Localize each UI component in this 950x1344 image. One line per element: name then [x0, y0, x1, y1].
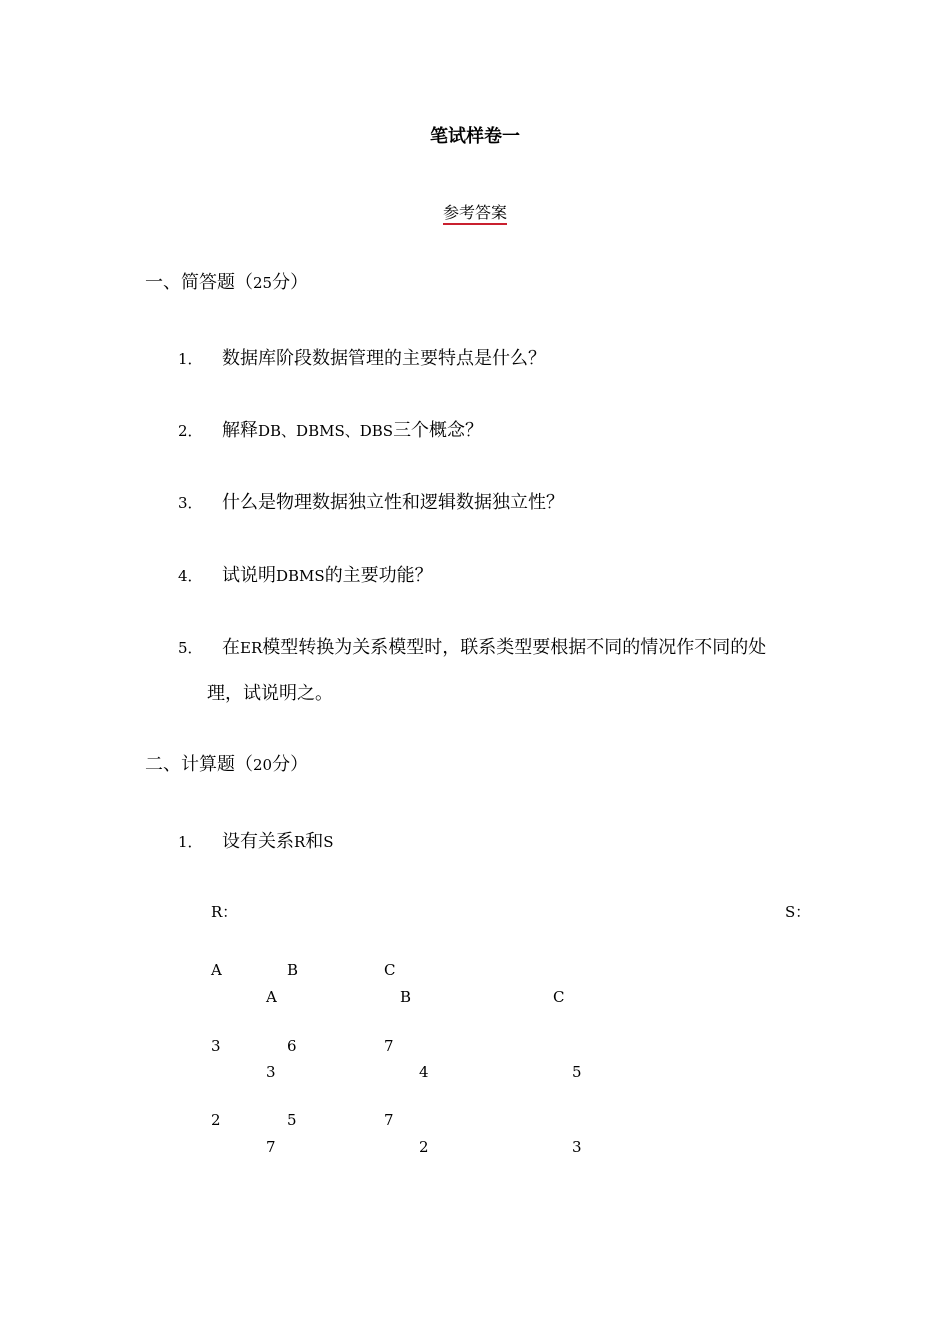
question-number: 1．	[178, 833, 203, 851]
question-term: ER	[240, 639, 263, 657]
r-row-2-a: 2	[211, 1111, 221, 1129]
s-row-1-a: 3	[266, 1063, 276, 1081]
s-header-b: B	[400, 988, 412, 1006]
page-subtitle	[0, 200, 950, 223]
question-1-5	[178, 633, 766, 659]
r-row-1-b: 6	[287, 1037, 297, 1055]
question-text: 的主要功能？	[324, 565, 433, 586]
question-text: 数据库阶段数据管理的主要特点是什么？	[222, 348, 546, 369]
page-title: 笔试样卷一	[430, 126, 520, 147]
question-text: 三个概念？	[393, 420, 484, 441]
question-number: 5．	[178, 639, 203, 657]
question-term: DBMS	[276, 567, 325, 585]
question-text: 解释	[222, 420, 258, 441]
question-text: 模型转换为关系模型时，联系类型要根据不同的情况作不同的处	[262, 637, 767, 658]
question-number: 1．	[178, 350, 203, 368]
section-2-prefix: 二、计算题（	[145, 754, 253, 775]
question-text: 在	[222, 637, 240, 658]
question-term: DB、DBMS、DBS	[258, 422, 394, 440]
question-text: 和	[305, 831, 324, 852]
question-1-4	[178, 561, 433, 587]
question-number: 3．	[178, 494, 203, 512]
section-2-heading	[145, 750, 308, 776]
r-row-1-c: 7	[384, 1037, 394, 1055]
r-row-2-c: 7	[384, 1111, 394, 1129]
s-row-1-c: 5	[572, 1063, 582, 1081]
question-number: 2．	[178, 422, 203, 440]
relation-name-r: R	[294, 833, 306, 851]
question-1-1	[178, 344, 546, 370]
r-header-c: C	[384, 961, 396, 979]
s-row-1-b: 4	[419, 1063, 429, 1081]
s-row-2-c: 3	[572, 1138, 582, 1156]
relation-name-s: S	[323, 833, 334, 851]
question-1-3	[178, 488, 564, 514]
question-2-1	[178, 827, 334, 853]
s-header-c: C	[553, 988, 565, 1006]
section-1-prefix: 一、简答题（	[145, 272, 253, 293]
section-1-suffix: 分）	[272, 272, 309, 293]
r-row-1-a: 3	[211, 1037, 221, 1055]
r-row-2-b: 5	[287, 1111, 297, 1129]
relation-s-label: S：	[785, 903, 811, 921]
s-row-2-b: 2	[419, 1138, 429, 1156]
subtitle-text: 参考答案	[443, 203, 507, 225]
section-2-score: 20	[253, 756, 273, 774]
section-1-score: 25	[253, 274, 273, 292]
relation-r-label: R：	[211, 903, 238, 921]
r-header-b: B	[287, 961, 299, 979]
question-text: 什么是物理数据独立性和逻辑数据独立性？	[222, 492, 564, 513]
question-text: 试说明	[222, 565, 276, 586]
question-number: 4．	[178, 567, 203, 585]
question-1-5-continued: 理，试说明之。	[207, 683, 333, 704]
section-1-heading	[145, 268, 308, 294]
section-2-suffix: 分）	[272, 754, 309, 775]
question-text: 设有关系	[222, 831, 294, 852]
question-1-2	[178, 416, 483, 442]
s-row-2-a: 7	[266, 1138, 276, 1156]
r-header-a: A	[211, 961, 222, 979]
s-header-a: A	[266, 988, 277, 1006]
